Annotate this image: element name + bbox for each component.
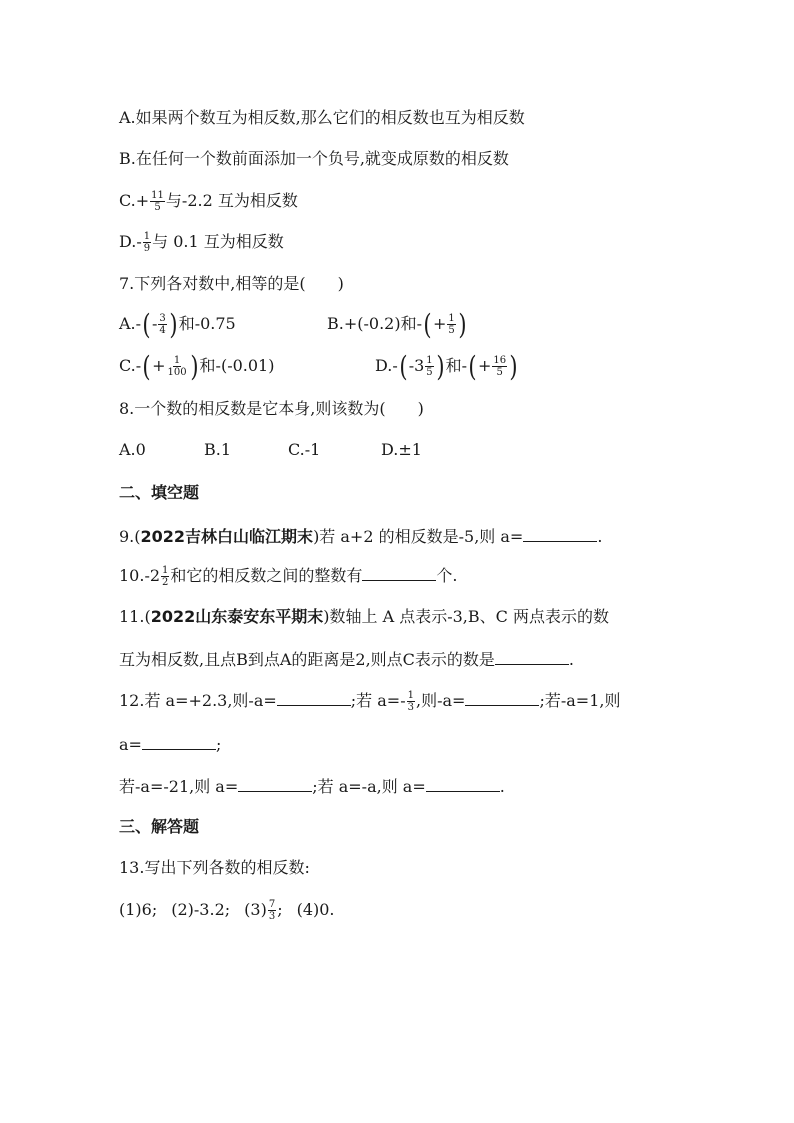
fraction-numerator: 11: [151, 190, 164, 201]
q8-option-b: B.1: [204, 440, 232, 459]
q10-end: 个.: [436, 566, 458, 585]
fraction-numerator: 7: [268, 899, 276, 910]
q13-item-4: (4)0.: [296, 900, 335, 919]
q12-line3a: 若-a=-21,则 a=: [119, 777, 239, 796]
fraction: [407, 690, 415, 713]
q11-source: 2022山东泰安东平期末: [150, 607, 324, 626]
fraction-denominator: 3: [407, 702, 414, 713]
right-paren-icon: ): [509, 349, 518, 383]
q6-option-d-suffix: 与 0.1 互为相反数: [152, 232, 284, 251]
answer-blank[interactable]: [426, 775, 500, 792]
fraction-denominator: 2: [162, 577, 169, 588]
fraction-denominator: 100: [167, 367, 187, 378]
fraction-denominator: 9: [143, 243, 151, 254]
fraction: [447, 313, 455, 336]
q9-number: 9.(: [119, 527, 141, 546]
q10: [119, 564, 458, 588]
fraction-numerator: 1: [448, 313, 455, 324]
q9-end: .: [597, 527, 603, 546]
left-paren-icon: (: [399, 349, 408, 383]
q12-line2-text: a=: [119, 735, 142, 754]
q8-option-d: D.±1: [381, 440, 422, 459]
q10-text: 和它的相反数之间的整数有: [170, 566, 363, 585]
section-heading-solve: 三、解答题: [119, 817, 200, 836]
answer-blank[interactable]: [277, 689, 351, 706]
fraction: [158, 313, 166, 336]
answer-blank[interactable]: [142, 733, 216, 750]
q6-option-d: [119, 231, 284, 254]
q12-part2: ;若 a=-: [350, 691, 406, 710]
left-paren-icon: (: [423, 307, 432, 341]
q7a-prefix: A.-: [119, 314, 142, 333]
q12-line3b: ;若 a=-a,则 a=: [312, 777, 426, 796]
q11: [119, 607, 609, 627]
fraction-numerator: 3: [159, 313, 166, 324]
fraction: [150, 190, 165, 213]
right-paren-icon: ): [436, 349, 445, 383]
q13-item-3-end: ;: [277, 900, 283, 919]
q7b-sign: +: [432, 314, 447, 333]
q12-line3: [119, 775, 505, 797]
fraction-denominator: 5: [154, 202, 161, 213]
fraction-denominator: 4: [159, 325, 166, 336]
q13-stem: 13.写出下列各数的相反数:: [119, 858, 310, 877]
answer-blank[interactable]: [238, 775, 312, 792]
q6-option-c-prefix: C.+: [119, 191, 150, 210]
fraction-denominator: 5: [496, 367, 503, 378]
q13-item-1: (1)6;: [119, 900, 158, 919]
q13-item-2: (2)-3.2;: [171, 900, 231, 919]
q7d-prefix: D.-: [375, 356, 398, 375]
left-paren-icon: (: [142, 307, 151, 341]
fraction: [492, 355, 507, 378]
q7d-middle: 和-: [445, 356, 468, 375]
q9-source: 2022吉林白山临江期末: [140, 527, 314, 546]
fraction: [167, 355, 188, 378]
right-paren-icon: ): [169, 307, 178, 341]
q8-option-a: A.0: [119, 440, 146, 459]
answer-blank[interactable]: [465, 689, 539, 706]
left-paren-icon: (: [142, 349, 151, 383]
q12-part1: 12.若 a=+2.3,则-a=: [119, 691, 277, 710]
q11-line2: [119, 648, 574, 670]
fraction-denominator: 5: [448, 325, 455, 336]
q7c-prefix: C.-: [119, 356, 142, 375]
q7a-sign: -: [151, 314, 158, 333]
q7d-sign2: +: [477, 356, 492, 375]
q13-item-3: (3): [244, 900, 267, 919]
q13-items: [119, 899, 335, 922]
q11-text: )数轴上 A 点表示-3,B、C 两点表示的数: [323, 607, 609, 626]
fraction-numerator: 1: [162, 565, 169, 576]
fraction: [268, 899, 276, 922]
q9-text: )若 a+2 的相反数是-5,则 a=: [313, 527, 524, 546]
q7c-suffix: 和-(-0.01): [199, 356, 275, 375]
q7-option-c: [119, 349, 275, 383]
answer-blank[interactable]: [523, 525, 597, 542]
q7-option-d: [375, 349, 519, 383]
fraction-numerator: 16: [493, 355, 507, 366]
right-paren-icon: ): [458, 307, 467, 341]
q6-option-c: [119, 190, 298, 213]
q7-stem: 7.下列各对数中,相等的是( ): [119, 274, 344, 293]
q11-line2-text: 互为相反数,且点B到点A的距离是2,则点C表示的数是: [119, 650, 495, 669]
fraction-numerator: 1: [407, 690, 414, 701]
q7b-prefix: B.+(-0.2)和-: [327, 314, 422, 333]
q8-stem: 8.一个数的相反数是它本身,则该数为( ): [119, 399, 424, 418]
q7-option-a: [119, 307, 236, 341]
q7a-suffix: 和-0.75: [178, 314, 236, 333]
q7d-whole: -3: [408, 356, 425, 375]
q10-prefix: 10.-2: [119, 566, 161, 585]
q12-line1: [119, 689, 620, 713]
fraction: [425, 355, 433, 378]
q8-option-c: C.-1: [288, 440, 321, 459]
q12-line2-end: ;: [215, 735, 222, 754]
fraction-denominator: 3: [268, 911, 276, 922]
answer-blank[interactable]: [495, 648, 569, 665]
answer-blank[interactable]: [362, 564, 436, 581]
fraction-numerator: 1: [426, 355, 433, 366]
q7c-sign: +: [152, 356, 166, 375]
q7-option-b: [327, 307, 468, 341]
left-paren-icon: (: [468, 349, 477, 383]
right-paren-icon: ): [189, 349, 199, 383]
q9: [119, 525, 602, 547]
q6-option-c-suffix: 与-2.2 互为相反数: [165, 191, 298, 210]
section-heading-fill-in: 二、填空题: [119, 483, 200, 502]
q12-line2: [119, 733, 221, 755]
q11-end: .: [568, 650, 575, 669]
q6-option-d-prefix: D.-: [119, 232, 142, 251]
fraction: [143, 231, 151, 254]
fraction-numerator: 1: [173, 355, 181, 366]
fraction-numerator: 1: [143, 231, 151, 242]
q6-option-a: A.如果两个数互为相反数,那么它们的相反数也互为相反数: [119, 108, 525, 127]
fraction-denominator: 5: [426, 367, 433, 378]
q12-part3: ,则-a=: [416, 691, 466, 710]
q12-line3-end: .: [499, 777, 505, 796]
q11-number: 11.(: [119, 607, 151, 626]
fraction: [161, 565, 169, 588]
q6-option-b: B.在任何一个数前面添加一个负号,就变成原数的相反数: [119, 149, 509, 168]
q12-part4: ;若-a=1,则: [539, 691, 621, 710]
